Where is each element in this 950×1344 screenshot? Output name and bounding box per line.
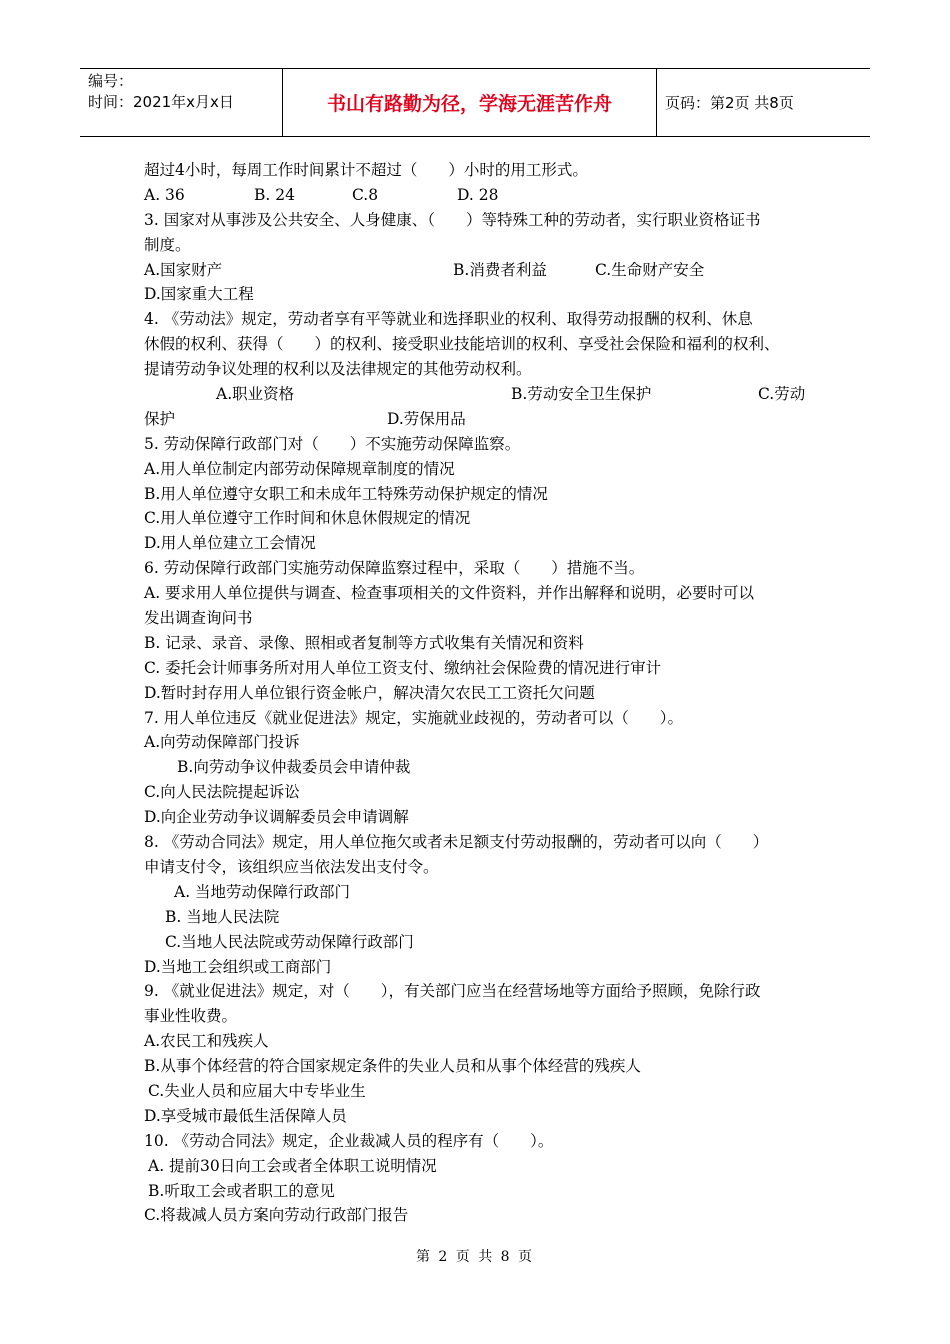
line-segment: C.8 <box>352 185 379 204</box>
text-line: B.向劳动争议仲裁委员会申请仲裁 <box>177 758 411 777</box>
text-line: 9. 《就业促进法》规定，对（ ），有关部门应当在经营场地等方面给予照顾，免除行政 <box>144 982 761 1001</box>
text-line: 事业性收费。 <box>144 1007 238 1026</box>
text-line: B. 记录、录音、录像、照相或者复制等方式收集有关情况和资料 <box>144 633 584 652</box>
text-line: D.国家重大工程 <box>144 285 254 304</box>
text-line: A. 要求用人单位提供与调查、检查事项相关的文件资料，并作出解释和说明，必要时可以 <box>144 584 755 603</box>
text-line: A. 当地劳动保障行政部门 <box>174 882 351 901</box>
document-body <box>144 158 820 1228</box>
line-segment: C.劳动 <box>758 385 806 404</box>
text-line: 休假的权利、获得（ ）的权利、接受职业技能培训的权利、享受社会保险和福利的权利、 <box>144 335 780 354</box>
document-number-label: 编号： <box>88 72 134 90</box>
text-line: A.向劳动保障部门投诉 <box>144 733 300 752</box>
text-line: C.用人单位遵守工作时间和休息休假规定的情况 <box>144 509 471 528</box>
text-line: B.从事个体经营的符合国家规定条件的失业人员和从事个体经营的残疾人 <box>144 1057 641 1076</box>
line-segment: B.消费者利益 <box>453 260 547 279</box>
text-line: 超过4小时，每周工作时间累计不超过（ ）小时的用工形式。 <box>144 161 588 179</box>
text-line: C. 委托会计师事务所对用人单位工资支付、缴纳社会保险费的情况进行审计 <box>144 658 662 677</box>
text-line: 4. 《劳动法》规定，劳动者享有平等就业和选择职业的权利、取得劳动报酬的权利、休息 <box>144 310 753 329</box>
line-segment: B.劳动安全卫生保护 <box>511 385 652 404</box>
text-line: B. 当地人民法院 <box>165 907 280 926</box>
text-line: D.用人单位建立工会情况 <box>144 534 316 553</box>
text-line <box>144 183 820 208</box>
line-segment: A.职业资格 <box>216 385 295 404</box>
text-line: D.向企业劳动争议调解委员会申请调解 <box>144 808 409 827</box>
text-line: A.农民工和残疾人 <box>144 1032 269 1051</box>
line-segment: C.生命财产安全 <box>595 260 705 279</box>
line-segment: D.劳保用品 <box>387 409 466 428</box>
text-line: A. 提前30日向工会或者全体职工说明情况 <box>148 1156 437 1175</box>
text-line: 发出调查询问书 <box>144 609 253 628</box>
line-segment: 保护 <box>144 409 176 428</box>
text-line: D.享受城市最低生活保障人员 <box>144 1106 347 1125</box>
text-line: 8. 《劳动合同法》规定，用人单位拖欠或者未足额支付劳动报酬的，劳动者可以向（ ） <box>144 833 769 852</box>
text-line: C.将裁减人员方案向劳动行政部门报告 <box>144 1206 409 1225</box>
text-line: 申请支付令，该组织应当依法发出支付令。 <box>144 857 439 876</box>
text-line: 7. 用人单位违反《就业促进法》规定，实施就业歧视的，劳动者可以（ ）。 <box>144 708 683 727</box>
text-line: C.向人民法院提起诉讼 <box>144 783 300 802</box>
page-header <box>80 68 870 137</box>
header-page-info: 页码：第2页 共8页 <box>665 94 794 112</box>
line-segment: A.国家财产 <box>144 260 223 279</box>
text-line: 5. 劳动保障行政部门对（ ）不实施劳动保障监察。 <box>144 434 521 453</box>
header-meta <box>80 69 283 136</box>
document-date: 时间：2021年x月x日 <box>88 93 234 111</box>
text-line <box>144 382 820 407</box>
text-line: 提请劳动争议处理的权利以及法律规定的其他劳动权利。 <box>144 360 532 379</box>
text-line: 制度。 <box>144 235 191 254</box>
text-line: D.当地工会组织或工商部门 <box>144 957 332 976</box>
text-line: C.失业人员和应届大中专毕业生 <box>148 1081 366 1100</box>
text-line: 6. 劳动保障行政部门实施劳动保障监察过程中，采取（ ）措施不当。 <box>144 559 645 578</box>
line-segment: A. 36 <box>144 185 185 204</box>
text-line: B.用人单位遵守女职工和未成年工特殊劳动保护规定的情况 <box>144 484 548 503</box>
text-line: A.用人单位制定内部劳动保障规章制度的情况 <box>144 459 455 478</box>
text-line: C.当地人民法院或劳动保障行政部门 <box>165 932 414 951</box>
text-line: B.听取工会或者职工的意见 <box>148 1181 335 1200</box>
header-motto: 书山有路勤为径，学海无涯苦作舟 <box>283 69 657 136</box>
text-line <box>144 258 820 283</box>
text-line: D.暂时封存用人单位银行资金帐户，解决清欠农民工工资托欠问题 <box>144 683 595 702</box>
line-segment: B. 24 <box>254 185 295 204</box>
text-line: 10. 《劳动合同法》规定，企业裁减人员的程序有（ ）。 <box>144 1131 554 1150</box>
text-line: 3. 国家对从事涉及公共安全、人身健康、（ ）等特殊工种的劳动者，实行职业资格证书 <box>144 210 761 229</box>
text-line <box>144 407 820 432</box>
line-segment: D. 28 <box>457 185 499 204</box>
page-footer: 第 2 页 共 8 页 <box>415 1249 535 1265</box>
